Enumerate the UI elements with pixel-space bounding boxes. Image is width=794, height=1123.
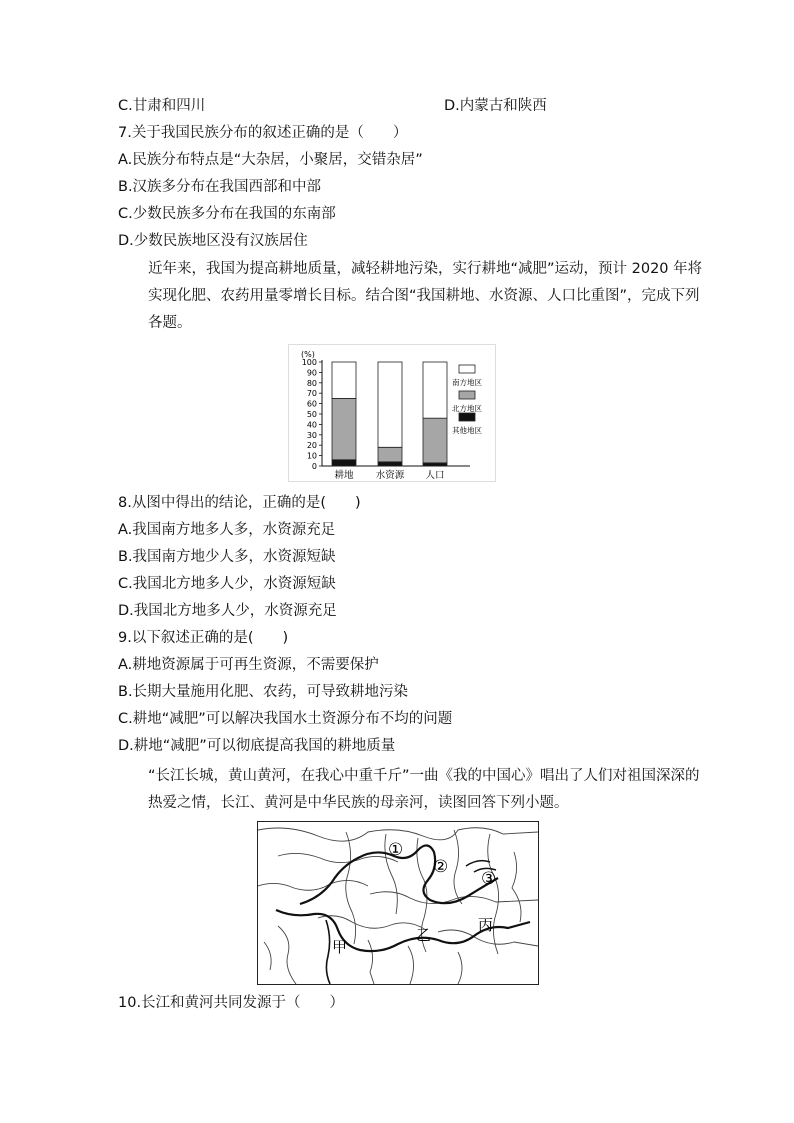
- q8-option-a: A.我国南方地多人多，水资源充足: [118, 522, 336, 538]
- q9-option-c: C.耕地“减肥”可以解决我国水土资源分布不均的问题: [118, 711, 453, 727]
- q7-option-b: B.汉族多分布在我国西部和中部: [118, 179, 322, 195]
- q7-option-a: A.民族分布特点是“大杂居，小聚居，交错杂居”: [118, 152, 423, 168]
- bar-segment: [332, 398, 356, 459]
- bar-segment: [423, 362, 447, 418]
- y-tick-label: 60: [306, 399, 317, 409]
- x-category-label: 耕地: [334, 470, 354, 481]
- map-label-1: ①: [388, 840, 404, 860]
- y-axis-unit-label: (%): [301, 350, 315, 359]
- map-label-jia: 甲: [332, 938, 348, 956]
- y-tick-label: 10: [306, 451, 317, 461]
- legend-swatch: [459, 413, 475, 421]
- river-map: [257, 821, 539, 985]
- y-tick-label: 50: [306, 410, 317, 419]
- q9-option-d: D.耕地“减肥”可以彻底提高我国的耕地质量: [118, 738, 396, 754]
- bar-segment: [332, 362, 356, 398]
- q8-option-c: C.我国北方地多人少，水资源短缺: [118, 576, 336, 592]
- reading-passage-2: “长江长城，黄山黄河，在我心中重千斤”一曲《我的中国心》唱出了人们对祖国深深的热爱之情，长江、黄河是中华民族的母亲河，读图回答下列小题。: [148, 768, 700, 811]
- q7-option-c: C.少数民族多分布在我国的东南部: [118, 206, 336, 222]
- legend-label: 其他地区: [452, 426, 482, 435]
- legend-swatch: [459, 365, 475, 373]
- y-tick-label: 30: [306, 430, 317, 440]
- q8-option-d: D.我国北方地多人少，水资源充足: [118, 603, 337, 619]
- y-tick-label: 80: [306, 378, 317, 388]
- map-label-yi: 乙: [416, 926, 432, 944]
- y-tick-label: 70: [306, 389, 317, 399]
- q9-option-a: A.耕地资源属于可再生资源，不需要保护: [118, 657, 379, 673]
- question-10-stem: 10.长江和黄河共同发源于（ ）: [118, 995, 345, 1011]
- bar-segment: [378, 447, 402, 462]
- chart-canvas: [289, 345, 495, 481]
- map-label-2: ②: [433, 857, 449, 877]
- option-d: D.内蒙古和陕西: [444, 98, 547, 114]
- y-tick-label: 0: [311, 462, 317, 471]
- legend-label: 北方地区: [452, 404, 482, 413]
- y-tick-label: 40: [306, 420, 317, 430]
- q8-option-b: B.我国南方地少人多，水资源短缺: [118, 549, 336, 565]
- q7-option-d: D.少数民族地区没有汉族居住: [118, 233, 308, 249]
- stacked-bar-chart: [288, 344, 496, 482]
- map-label-bing: 丙: [478, 916, 494, 934]
- bar-segment: [378, 462, 402, 466]
- bar-segment: [378, 362, 402, 447]
- y-tick-label: 90: [306, 368, 317, 378]
- question-7-stem: 7.关于我国民族分布的叙述正确的是（ ）: [118, 125, 408, 141]
- reading-passage-1: 近年来，我国为提高耕地质量，减轻耕地污染，实行耕地“减肥”运动，预计 2020 年将实现化肥、农药用量零增长目标。结合图“我国耕地、水资源、人口比重图”，完成下列各题。: [148, 261, 703, 331]
- bar-segment: [332, 460, 356, 466]
- legend-label: 南方地区: [452, 378, 482, 387]
- q9-option-b: B.长期大量施用化肥、农药，可导致耕地污染: [118, 684, 409, 700]
- legend-swatch: [459, 391, 475, 399]
- y-tick-label: 20: [306, 441, 317, 451]
- bar-segment: [423, 418, 447, 463]
- x-category-label: 人口: [425, 470, 445, 481]
- jia-river-line: [326, 920, 330, 984]
- x-category-label: 水资源: [375, 470, 405, 481]
- question-8-stem: 8.从图中得出的结论，正确的是( ): [118, 495, 361, 511]
- y-tick-label: 100: [301, 358, 317, 367]
- bar-segment: [423, 463, 447, 466]
- map-canvas: [258, 822, 538, 984]
- option-c: C.甘肃和四川: [118, 98, 206, 114]
- question-9-stem: 9.以下叙述正确的是( ): [118, 630, 289, 646]
- map-label-3: ③: [481, 869, 497, 889]
